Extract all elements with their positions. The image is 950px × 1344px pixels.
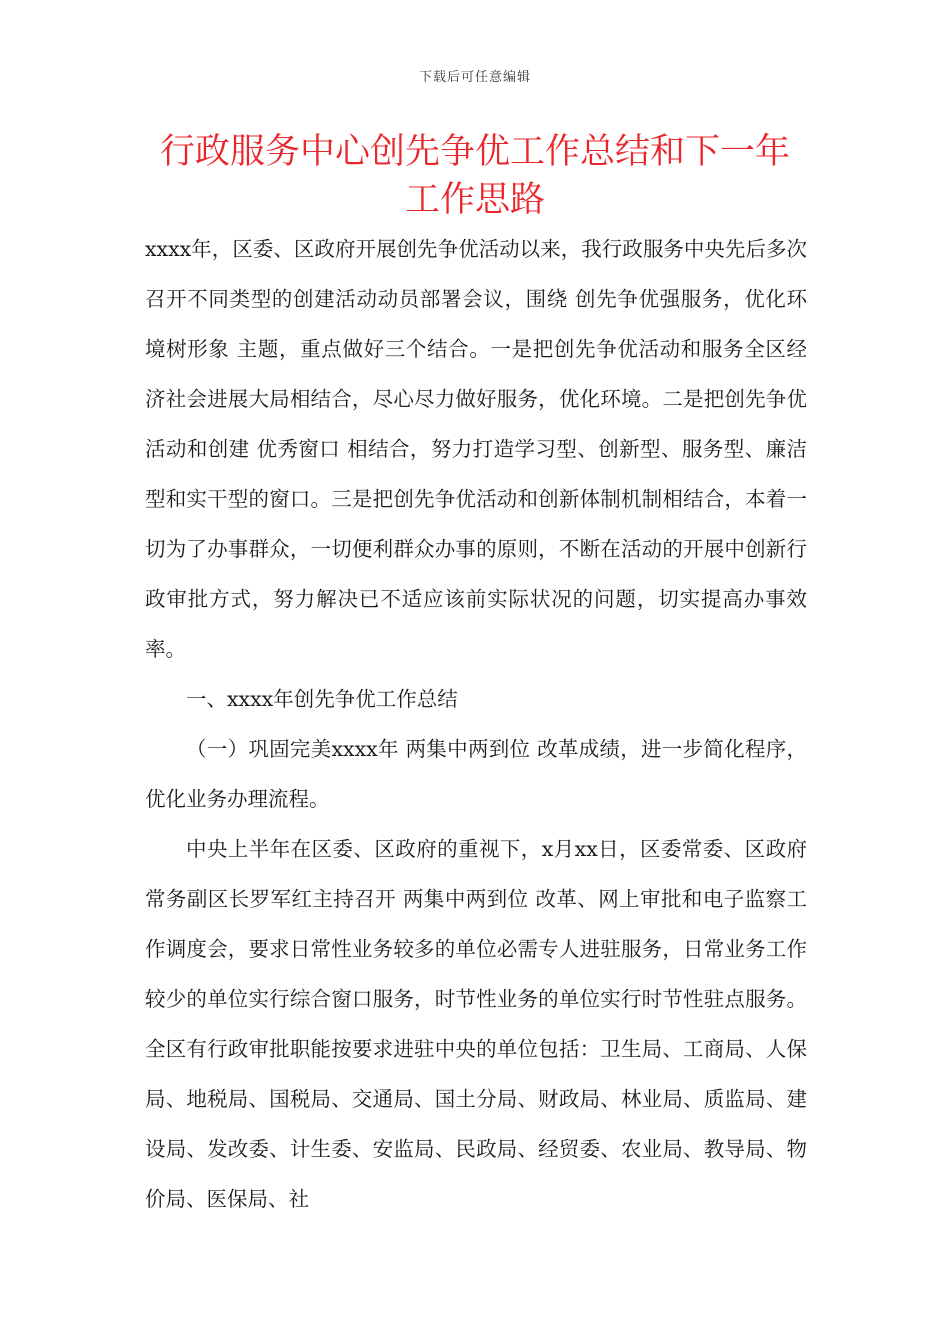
subsection-heading-1: （一）巩固完美xxxx年 两集中两到位 改革成绩，进一步简化程序，优化业务办理流程。 <box>145 737 807 811</box>
page-header-note: 下载后可任意编辑 <box>418 70 531 85</box>
document-body <box>145 224 807 1224</box>
document-title: 行政服务中心创先争优工作总结和下一年工作思路 <box>159 132 790 220</box>
paragraph-body: 中央上半年在区委、区政府的重视下，x月xx日，区委常委、区政府常务副区长罗军红主持召开 两集中两到位 改革、网上审批和电子监察工作调度会，要求日常性业务较多的单位必需专人进驻服务，日常业务工作较少的单位实行综合窗口服务，时节性业务的单位实行时节性驻点服务。全区有行政审批职能按要求进驻中央的单位包括：卫生局、工商局、人保局、地税局、国税局、交通局、国土分局、财政局、林业局、质监局、建设局、发改委、计生委、安监局、民政局、经贸委、农业局、教导局、物价局、医保局、社 <box>145 837 807 1211</box>
section-heading-1: 一、xxxx年创先争优工作总结 <box>186 687 458 711</box>
paragraph-intro: xxxx年，区委、区政府开展创先争优活动以来，我行政服务中央先后多次召开不同类型的创建活动动员部署会议，围绕 创先争优强服务，优化环境树形象 主题，重点做好三个结合。一是把创先争优活动和服务全区经济社会进展大局相结合，尽心尽力做好服务，优化环境。二是把创先争优活动和创建 优秀窗口 相结合，努力打造学习型、创新型、服务型、廉洁型和实干型的窗口。三是把创先争优活动和创新体制机制相结合，本着一切为了办事群众，一切便利群众办事的原则，不断在活动的开展中创新行政审批方式，努力解决已不适应该前实际状况的问题，切实提高办事效率。 <box>145 237 807 661</box>
